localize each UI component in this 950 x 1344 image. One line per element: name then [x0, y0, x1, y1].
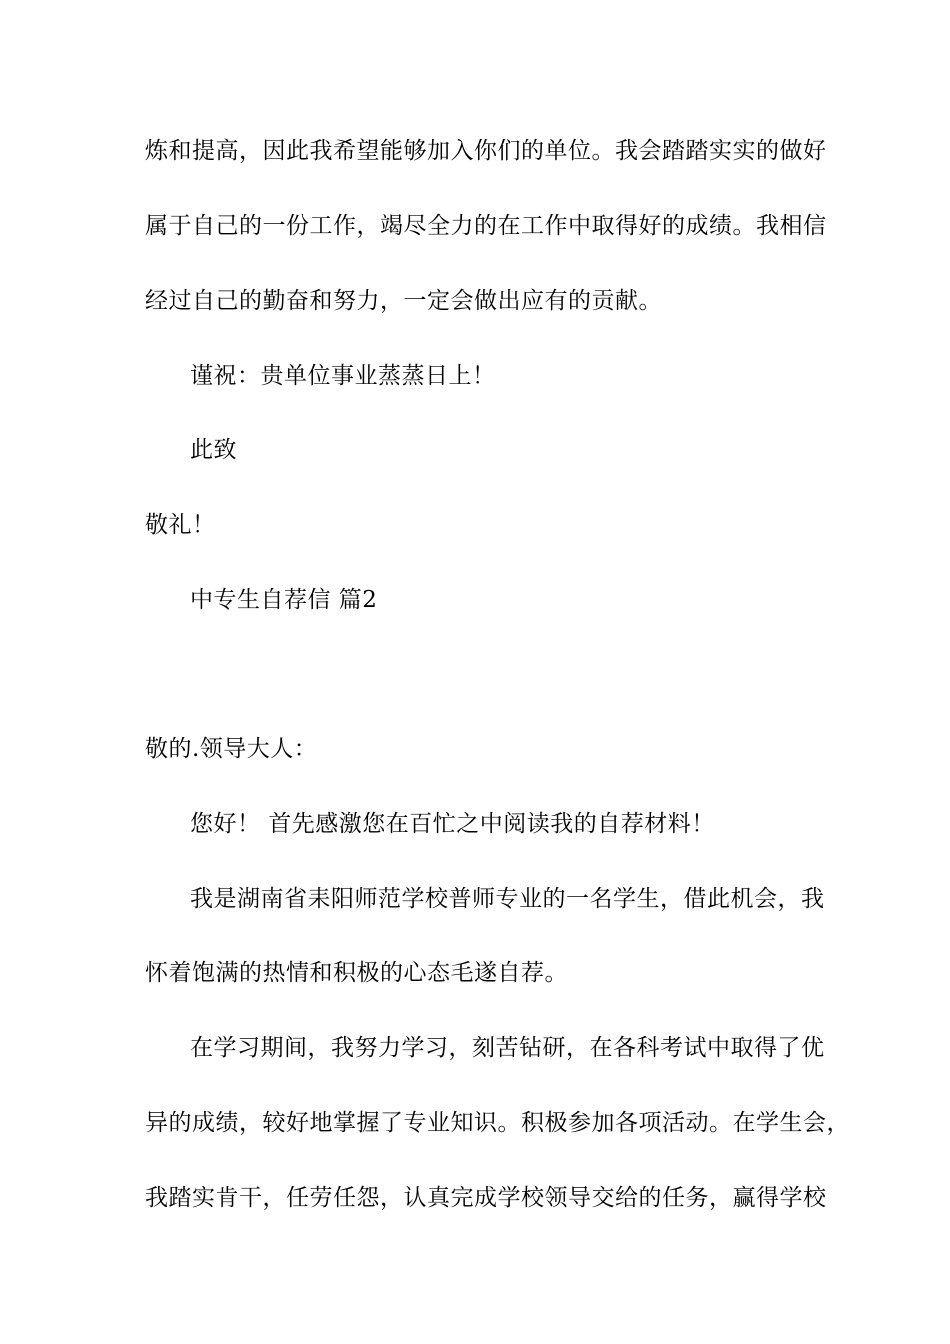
closing-salutation-line: 此致: [190, 437, 237, 463]
paragraph-line: 炼和提高，因此我希望能够加入你们的单位。我会踏踏实实的做好: [145, 138, 827, 164]
greeting-line: 敬的.领导大人：: [145, 736, 318, 762]
paragraph-line: 怀着饱满的热情和积极的心态毛遂自荐。: [145, 960, 568, 986]
paragraph-line: 在学习期间，我努力学习，刻苦钻研，在各科考试中取得了优: [190, 1035, 825, 1061]
paragraph-line: 我踏实肯干，任劳任怨，认真完成学校领导交给的任务，赢得学校: [145, 1185, 827, 1211]
section-heading: 中专生自荐信 篇2: [190, 587, 378, 613]
paragraph-line: 属于自己的一份工作，竭尽全力的在工作中取得好的成绩。我相信: [145, 213, 827, 239]
paragraph-line: 经过自己的勤奋和努力，一定会做出应有的贡献。: [145, 288, 662, 314]
paragraph-line: 我是湖南省耒阳师范学校普师专业的一名学生，借此机会，我: [190, 886, 825, 912]
paragraph-line: 异的成绩，较好地掌握了专业知识。积极参加各项活动。在学生会，: [145, 1110, 850, 1136]
paragraph-line: 您好！ 首先感激您在百忙之中阅读我的自荐材料！: [190, 811, 715, 837]
closing-wish-line: 谨祝：贵单位事业蒸蒸日上！: [190, 363, 496, 389]
closing-regards-line: 敬礼！: [145, 512, 216, 538]
